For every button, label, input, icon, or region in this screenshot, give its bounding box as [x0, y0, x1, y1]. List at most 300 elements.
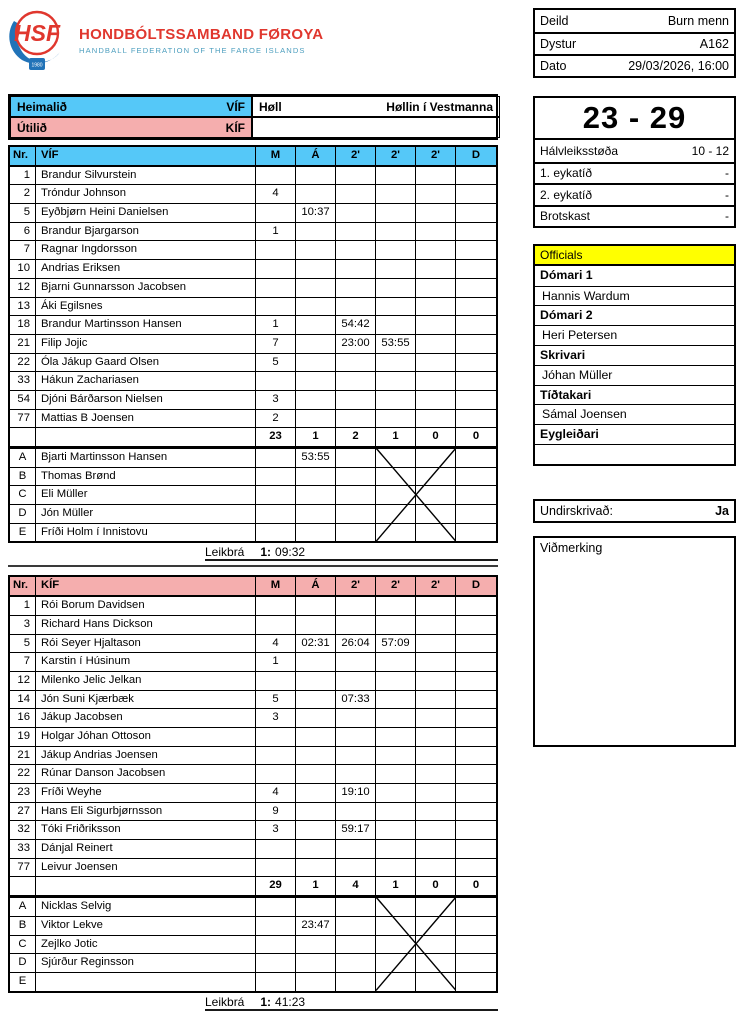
suspension-cell-3 — [416, 821, 456, 839]
disq-cell — [456, 747, 496, 765]
suspension-cell-2 — [376, 653, 416, 671]
player-name: Rói Seyer Hjaltason — [36, 635, 256, 653]
official-name: Hannis Wardum — [535, 286, 734, 306]
suspension-cell-1: 26:04 — [336, 635, 376, 653]
goals-cell — [256, 765, 296, 783]
total-2min-3: 0 — [416, 877, 456, 895]
disq-cell — [456, 616, 496, 634]
score-row — [535, 205, 734, 227]
col-2min-1: 2' — [336, 577, 376, 595]
player-name: Óla Jákup Gaard Olsen — [36, 354, 256, 372]
col-team: VÍF — [36, 147, 256, 165]
player-number: 12 — [10, 279, 36, 297]
player-row — [10, 315, 496, 334]
suspension-cell-2 — [376, 167, 416, 185]
player-row — [10, 166, 496, 185]
player-number: 21 — [10, 335, 36, 353]
disq-cell — [456, 391, 496, 409]
goals-cell — [256, 597, 296, 615]
away-player-rows — [10, 596, 496, 876]
officials-box — [533, 244, 736, 466]
player-name: Jákup Andrias Joensen — [36, 747, 256, 765]
empty-cell — [252, 117, 500, 138]
col-2min-2: 2' — [376, 147, 416, 165]
suspension-cell-3 — [416, 410, 456, 428]
player-row — [10, 764, 496, 783]
bench-row — [10, 897, 496, 916]
col-2min-3: 2' — [416, 577, 456, 595]
col-disq: D — [471, 149, 481, 161]
suspension-cell-3 — [416, 672, 456, 690]
home-player-rows — [10, 166, 496, 428]
disq-cell — [456, 635, 496, 653]
player-row — [10, 671, 496, 690]
player-name: Leivur Joensen — [36, 859, 256, 877]
player-name: Djóni Bárðarson Nielsen — [36, 391, 256, 409]
player-name: Jón Suni Kjærbæk — [36, 691, 256, 709]
suspension-cell-1 — [336, 840, 376, 858]
signature-value: Ja — [715, 503, 729, 518]
suspension-cell-2 — [376, 747, 416, 765]
bench-letter: B — [10, 468, 36, 486]
suspension-cell-1 — [336, 672, 376, 690]
bench-letter: E — [10, 524, 36, 542]
player-row — [10, 858, 496, 877]
col-goals: M — [256, 147, 296, 165]
disq-cell — [456, 728, 496, 746]
suspension-cell-3 — [416, 167, 456, 185]
disq-cell — [456, 316, 496, 334]
bench-row — [10, 972, 496, 991]
score-row-label: 2. eykatíð — [540, 187, 593, 202]
final-score: 23 - 29 — [535, 98, 734, 140]
right-column — [533, 8, 736, 747]
bench-row — [10, 523, 496, 542]
disq-cell — [456, 765, 496, 783]
total-2min-1: 2 — [336, 428, 376, 446]
bench-row: A Bjarti Martinsson Hansen 53:55 — [10, 448, 496, 467]
player-row — [10, 596, 496, 615]
player-number: 5 — [10, 635, 36, 653]
info-label: Deild — [540, 14, 569, 28]
total-2min-3: 0 — [416, 428, 456, 446]
suspension-cell-3 — [416, 241, 456, 259]
bench-letter: C — [10, 936, 36, 954]
player-row — [10, 278, 496, 297]
player-row — [10, 652, 496, 671]
bench-name: Viktor Lekve — [36, 917, 256, 935]
goals-cell: 9 — [256, 803, 296, 821]
player-name: Brandur Bjargarson — [36, 223, 256, 241]
player-row — [10, 783, 496, 802]
goals-cell — [256, 840, 296, 858]
player-number: 6 — [10, 223, 36, 241]
warning-cell — [296, 691, 336, 709]
disq-cell — [456, 784, 496, 802]
warning-cell — [296, 372, 336, 390]
goals-cell: 5 — [256, 354, 296, 372]
goals-cell — [256, 616, 296, 634]
player-number: 77 — [10, 859, 36, 877]
disq-cell — [456, 859, 496, 877]
warning-cell — [296, 410, 336, 428]
player-number: 19 — [10, 728, 36, 746]
player-name: Brandur Martinsson Hansen — [36, 316, 256, 334]
suspension-cell-2 — [376, 372, 416, 390]
info-label: Dato — [540, 59, 567, 73]
player-number: 1 — [10, 597, 36, 615]
player-number: 21 — [10, 747, 36, 765]
suspension-cell-1 — [336, 204, 376, 222]
player-name: Áki Egilsnes — [36, 298, 256, 316]
warning-cell — [296, 597, 336, 615]
info-value: Burn menn — [667, 14, 729, 28]
total-warnings: 1 — [296, 877, 336, 895]
player-name: Filip Jojic — [36, 335, 256, 353]
warning-cell — [296, 279, 336, 297]
player-name: Hans Eli Sigurbjørnsson — [36, 803, 256, 821]
player-row — [10, 708, 496, 727]
player-number: 22 — [10, 765, 36, 783]
player-number: 7 — [10, 241, 36, 259]
score-detail-rows — [535, 140, 734, 226]
warning-cell — [296, 653, 336, 671]
suspension-cell-2 — [376, 616, 416, 634]
away-team-table — [8, 575, 498, 992]
away-label: Útilið — [17, 120, 47, 135]
home-table-header — [10, 147, 496, 166]
bench-letter: B — [10, 917, 36, 935]
info-value: 29/03/2026, 16:00 — [628, 59, 729, 73]
suspension-cell-1: 07:33 — [336, 691, 376, 709]
suspension-cell-2 — [376, 709, 416, 727]
score-row-label: Brotskast — [540, 209, 591, 224]
suspension-cell-3 — [416, 391, 456, 409]
col-goals: M — [256, 577, 296, 595]
home-totals-row — [10, 427, 496, 446]
bench-row — [10, 953, 496, 972]
suspension-cell-1 — [336, 803, 376, 821]
suspension-cell-3 — [416, 803, 456, 821]
suspension-cell-1 — [336, 765, 376, 783]
player-number: 54 — [10, 391, 36, 409]
player-row — [10, 390, 496, 409]
goals-cell — [256, 728, 296, 746]
suspension-cell-1 — [336, 260, 376, 278]
warning-cell — [296, 354, 336, 372]
home-timeout-value: 09:32 — [275, 545, 306, 560]
hall-cell — [252, 96, 500, 117]
suspension-cell-2: 57:09 — [376, 635, 416, 653]
suspension-cell-1: 19:10 — [336, 784, 376, 802]
total-2min-2: 1 — [376, 428, 416, 446]
player-name: Bjarni Gunnarsson Jacobsen — [36, 279, 256, 297]
col-nr: Nr. — [10, 577, 36, 595]
match-info-table — [533, 8, 736, 78]
warning-cell — [296, 821, 336, 839]
official-name: Sámal Joensen — [535, 404, 734, 424]
player-number: 1 — [10, 167, 36, 185]
logo-year: 1980 — [31, 62, 43, 69]
suspension-cell-3 — [416, 616, 456, 634]
goals-cell: 7 — [256, 335, 296, 353]
player-row — [10, 203, 496, 222]
player-row — [10, 297, 496, 316]
away-team-name: KÍF — [225, 120, 245, 135]
hsf-logo-icon — [8, 8, 66, 72]
suspension-cell-1 — [336, 279, 376, 297]
player-name: Brandur Silvurstein — [36, 167, 256, 185]
away-bench-rows — [10, 895, 496, 990]
home-bench-rows — [10, 446, 496, 541]
total-disq: 0 — [472, 430, 480, 443]
suspension-cell-3 — [416, 335, 456, 353]
col-nr: Nr. — [10, 147, 36, 165]
warning-cell — [296, 391, 336, 409]
suspension-cell-3 — [416, 298, 456, 316]
warning-cell — [296, 241, 336, 259]
suspension-cell-1: 54:42 — [336, 316, 376, 334]
total-warnings: 1 — [296, 428, 336, 446]
warning-cell — [296, 167, 336, 185]
suspension-cell-2 — [376, 597, 416, 615]
goals-cell: 3 — [256, 821, 296, 839]
suspension-cell-3 — [416, 372, 456, 390]
player-name: Karstin í Húsinum — [36, 653, 256, 671]
warning-cell — [296, 859, 336, 877]
player-name: Milenko Jelic Jelkan — [36, 672, 256, 690]
federation-title: HONDBÓLTSSAMBAND FØROYA — [79, 25, 324, 43]
player-name: Fríði Weyhe — [36, 784, 256, 802]
signature-box — [533, 499, 736, 523]
suspension-cell-2 — [376, 279, 416, 297]
official-role: Eygleiðari — [535, 424, 734, 444]
official-name — [535, 444, 734, 464]
bench-row: B Viktor Lekve 23:47 — [10, 916, 496, 935]
bench-row — [10, 485, 496, 504]
player-row — [10, 615, 496, 634]
bench-name: Bjarti Martinsson Hansen — [36, 449, 256, 467]
suspension-cell-3 — [416, 223, 456, 241]
player-row — [10, 690, 496, 709]
home-label: Heimalið — [17, 99, 68, 114]
goals-cell — [256, 747, 296, 765]
goals-cell: 4 — [256, 784, 296, 802]
col-team: KÍF — [36, 577, 256, 595]
disq-cell — [456, 653, 496, 671]
player-name: Holgar Jóhan Ottoson — [36, 728, 256, 746]
col-warning: Á — [296, 577, 336, 595]
goals-cell: 2 — [256, 410, 296, 428]
goals-cell — [256, 859, 296, 877]
goals-cell — [256, 279, 296, 297]
goals-cell — [256, 241, 296, 259]
disq-cell — [456, 672, 496, 690]
score-row-value: 10 - 12 — [691, 143, 729, 158]
player-number: 22 — [10, 354, 36, 372]
suspension-cell-1 — [336, 728, 376, 746]
player-number: 77 — [10, 410, 36, 428]
away-totals-row — [10, 876, 496, 895]
suspension-cell-3 — [416, 840, 456, 858]
suspension-cell-2 — [376, 298, 416, 316]
warning-cell — [296, 709, 336, 727]
player-row — [10, 839, 496, 858]
goals-cell — [256, 167, 296, 185]
suspension-cell-3 — [416, 728, 456, 746]
suspension-cell-2 — [376, 185, 416, 203]
warning-cell — [296, 223, 336, 241]
bench-letter: D — [10, 954, 36, 972]
bench-name: Fríði Holm í Innistovu — [36, 524, 256, 542]
suspension-cell-1 — [336, 298, 376, 316]
warning-cell — [296, 185, 336, 203]
bench-name: Jón Müller — [36, 505, 256, 523]
suspension-cell-3 — [416, 354, 456, 372]
bench-letter: E — [10, 973, 36, 991]
goals-cell — [256, 204, 296, 222]
suspension-cell-2 — [376, 691, 416, 709]
player-name: Rúnar Danson Jacobsen — [36, 765, 256, 783]
section-divider — [8, 565, 498, 567]
total-disq: 0 — [472, 879, 480, 892]
suspension-cell-1 — [336, 859, 376, 877]
disq-cell — [456, 260, 496, 278]
player-row — [10, 259, 496, 278]
official-role: Dómari 2 — [535, 305, 734, 325]
suspension-cell-3 — [416, 185, 456, 203]
away-team-cell — [10, 117, 252, 138]
suspension-cell-2 — [376, 672, 416, 690]
suspension-cell-1: 23:00 — [336, 335, 376, 353]
officials-title: Officials — [535, 246, 734, 266]
home-team-name: VÍF — [226, 99, 245, 114]
score-row-value: - — [725, 209, 729, 224]
bench-row — [10, 504, 496, 523]
player-name: Hákun Zachariasen — [36, 372, 256, 390]
disq-cell — [456, 167, 496, 185]
official-name: Heri Petersen — [535, 325, 734, 345]
player-row — [10, 222, 496, 241]
goals-cell — [256, 372, 296, 390]
goals-cell: 1 — [256, 316, 296, 334]
officials-entries — [535, 266, 734, 464]
disq-cell — [456, 241, 496, 259]
goals-cell — [256, 260, 296, 278]
suspension-cell-2 — [376, 410, 416, 428]
suspension-cell-3 — [416, 635, 456, 653]
suspension-cell-1 — [336, 372, 376, 390]
info-row — [535, 32, 734, 54]
goals-cell: 4 — [256, 635, 296, 653]
col-warning: Á — [296, 147, 336, 165]
player-number: 14 — [10, 691, 36, 709]
goals-cell: 3 — [256, 391, 296, 409]
suspension-cell-1 — [336, 616, 376, 634]
disq-cell — [456, 335, 496, 353]
suspension-cell-2 — [376, 241, 416, 259]
goals-cell: 1 — [256, 653, 296, 671]
disq-cell — [456, 185, 496, 203]
player-row — [10, 727, 496, 746]
suspension-cell-2 — [376, 803, 416, 821]
player-number: 7 — [10, 653, 36, 671]
federation-subtitle: HANDBALL FEDERATION OF THE FAROE ISLANDS — [79, 45, 306, 55]
player-row — [10, 634, 496, 653]
score-row-label: 1. eykatíð — [540, 166, 593, 181]
disq-cell — [456, 410, 496, 428]
suspension-cell-1 — [336, 709, 376, 727]
total-goals: 29 — [256, 877, 296, 895]
suspension-cell-2 — [376, 784, 416, 802]
player-name: Eyðbjørn Heini Danielsen — [36, 204, 256, 222]
official-role: Dómari 1 — [540, 267, 593, 282]
bench-row — [10, 935, 496, 954]
score-box — [533, 96, 736, 228]
player-number: 33 — [10, 372, 36, 390]
warning-cell — [296, 335, 336, 353]
bench-name — [36, 973, 256, 991]
suspension-cell-2 — [376, 728, 416, 746]
suspension-cell-3 — [416, 765, 456, 783]
bench-letter: A — [10, 898, 36, 916]
goals-cell — [256, 298, 296, 316]
player-name: Dánjal Reinert — [36, 840, 256, 858]
player-number: 27 — [10, 803, 36, 821]
suspension-cell-1: 59:17 — [336, 821, 376, 839]
player-number: 5 — [10, 204, 36, 222]
player-row — [10, 746, 496, 765]
player-row — [10, 371, 496, 390]
suspension-cell-1 — [336, 167, 376, 185]
player-name: Richard Hans Dickson — [36, 616, 256, 634]
suspension-cell-3 — [416, 653, 456, 671]
warning-cell — [296, 803, 336, 821]
player-number: 32 — [10, 821, 36, 839]
suspension-cell-2 — [376, 354, 416, 372]
player-row — [10, 802, 496, 821]
suspension-cell-3 — [416, 260, 456, 278]
suspension-cell-3 — [416, 859, 456, 877]
bench-letter: A — [10, 449, 36, 467]
suspension-cell-2 — [376, 260, 416, 278]
player-name: Jákup Jacobsen — [36, 709, 256, 727]
suspension-cell-3 — [416, 691, 456, 709]
player-name: Rói Borum Davidsen — [36, 597, 256, 615]
remarks-box — [533, 536, 736, 747]
player-row — [10, 334, 496, 353]
warning-cell — [296, 316, 336, 334]
suspension-cell-2 — [376, 391, 416, 409]
suspension-cell-3 — [416, 784, 456, 802]
info-row — [535, 54, 734, 76]
signature-label: Undirskrivað: — [540, 503, 613, 518]
goals-cell: 5 — [256, 691, 296, 709]
disq-cell — [456, 298, 496, 316]
goals-cell: 4 — [256, 185, 296, 203]
disq-cell — [456, 597, 496, 615]
disq-cell — [456, 354, 496, 372]
info-row — [535, 10, 734, 32]
official-role: Tíðtakari — [535, 385, 734, 405]
bench-name: Eli Müller — [36, 486, 256, 504]
warning-cell — [296, 298, 336, 316]
warning-cell — [296, 616, 336, 634]
player-name: Ragnar Ingdorsson — [36, 241, 256, 259]
disq-cell — [456, 803, 496, 821]
bench-letter: D — [10, 505, 36, 523]
warning-cell: 02:31 — [296, 635, 336, 653]
